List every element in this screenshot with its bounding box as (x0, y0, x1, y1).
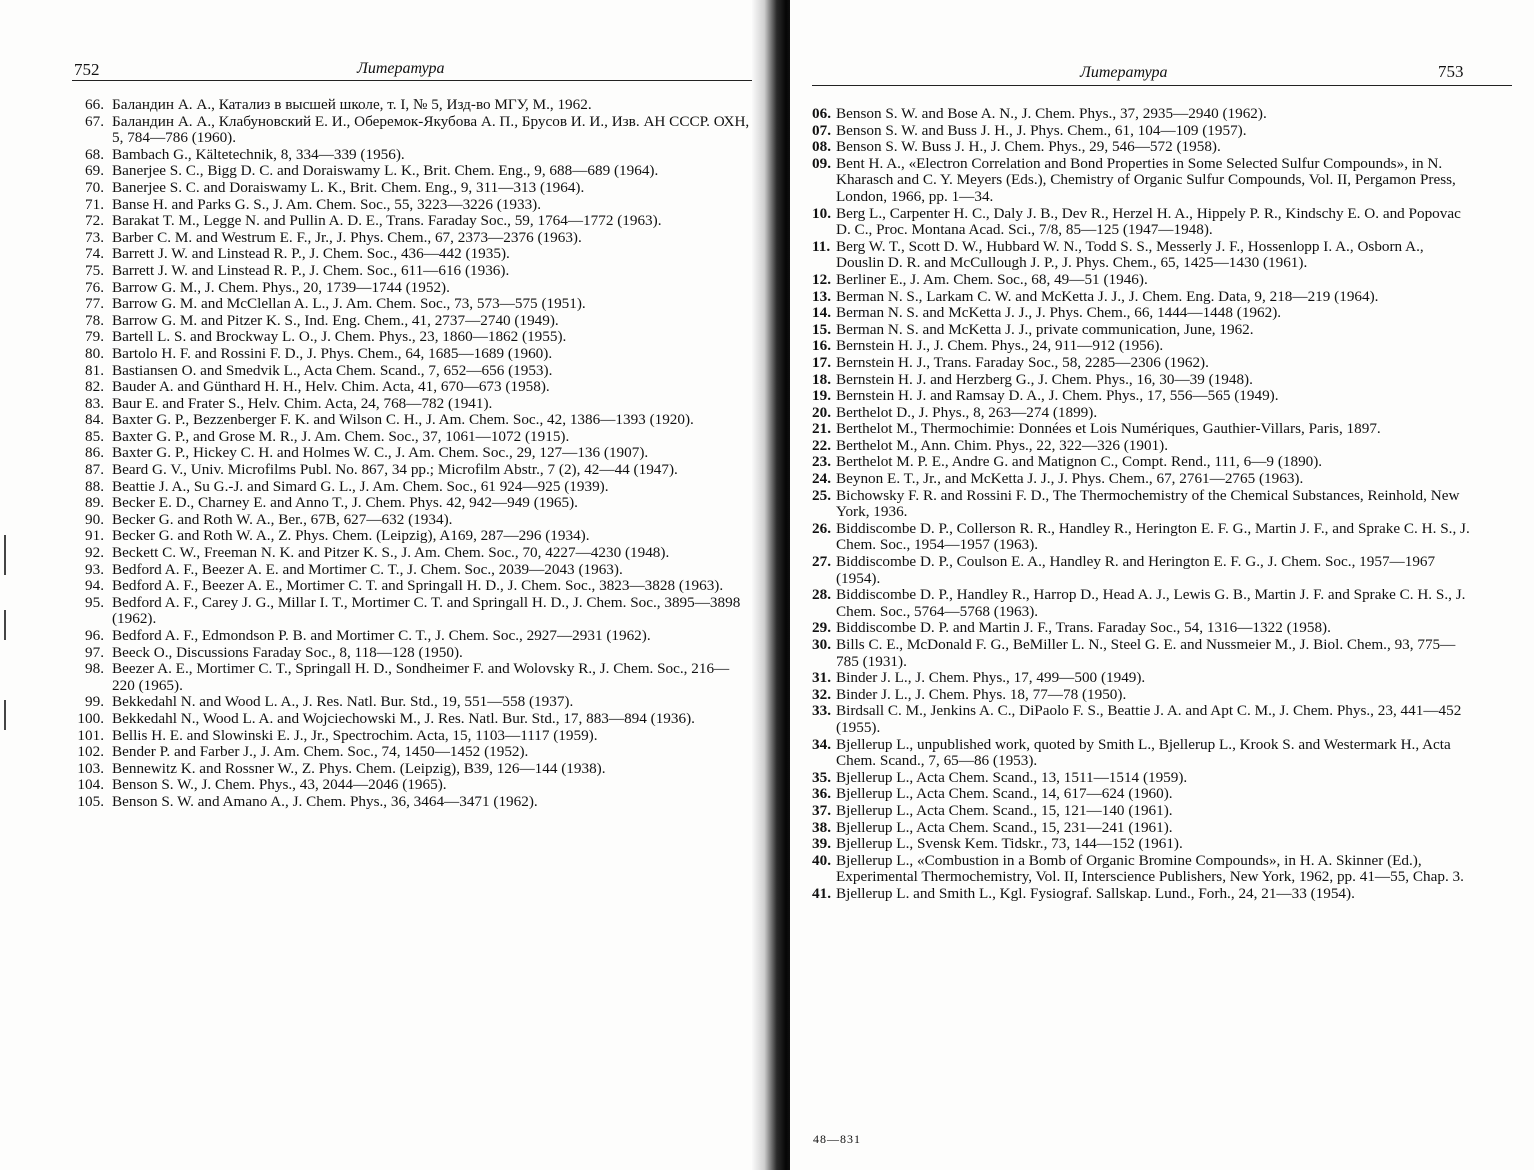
reference-text: Баландин А. А., Катализ в высшей школе, т. I, № 5, Изд-во МГУ, М., 1962. (112, 96, 592, 113)
reference-number: 16. (812, 337, 831, 355)
reference-text: Banerjee S. C., Bigg D. C. and Doraiswamy L. K., Brit. Chem. Eng., 9, 688—689 (1964). (112, 162, 659, 180)
reference-item (812, 355, 1472, 372)
reference-number: 80. (85, 344, 104, 362)
reference-item (72, 445, 752, 462)
reference-item (72, 379, 752, 396)
reference-number: 36. (812, 785, 831, 803)
reference-number: 78. (85, 311, 104, 329)
reference-number: 88. (85, 477, 104, 495)
reference-text: Barber C. M. and Westrum E. F., Jr., J. Phys. Chem., 67, 2373—2376 (1963). (112, 228, 582, 246)
reference-text: Bauder A. and Günthard H. H., Helv. Chim. Acta, 41, 670—673 (1958). (112, 378, 550, 396)
reference-number: 77. (85, 295, 104, 313)
reference-text: Banerjee S. C. and Doraiswamy L. K., Brit. Chem. Eng., 9, 311—313 (1964). (112, 178, 585, 196)
reference-text: Баландин А. А., Клабуновский Е. И., Оберемок-Якубова А. П., Брусов И. И., Изв. АН СССР. ОХН, 5, 784—786 (1960). (112, 112, 750, 147)
reference-number: 32. (812, 685, 831, 703)
reference-number: 69. (85, 162, 104, 180)
reference-number: 08. (812, 138, 831, 156)
reference-text: Bekkedahl N., Wood L. A. and Wojciechowski M., J. Res. Natl. Bur. Std., 17, 883—894 (1936). (112, 709, 695, 727)
reference-number: 105. (77, 792, 104, 810)
reference-item (812, 637, 1472, 670)
reference-number: 101. (77, 726, 104, 744)
reference-text: Benson S. W. and Bose A. N., J. Chem. Phys., 37, 2935—2940 (1962). (836, 105, 1267, 122)
reference-number: 83. (85, 394, 104, 412)
reference-item (72, 761, 752, 778)
reference-item (72, 744, 752, 761)
reference-item (812, 305, 1472, 322)
reference-text: Bambach G., Kältetechnik, 8, 334—339 (1956). (112, 145, 405, 163)
reference-item (812, 820, 1472, 837)
reference-text: Biddiscombe D. P., Handley R., Harrop D., Head A. J., Lewis G. B., Martin J. F. and Sprake C. H. S., J. Chem. Soc., 5764—5768 (1963). (836, 586, 1466, 620)
reference-text: Benson S. W., J. Chem. Phys., 43, 2044—2046 (1965). (112, 776, 447, 794)
reference-number: 98. (85, 660, 104, 678)
reference-item (812, 471, 1472, 488)
reference-text: Berman N. S. and McKetta J. J., private communication, June, 1962. (836, 320, 1254, 338)
reference-item (72, 280, 752, 297)
reference-number: 07. (812, 121, 831, 139)
reference-item (812, 405, 1472, 422)
reference-number: 67. (85, 112, 104, 130)
reference-text: Bichowsky F. R. and Rossini F. D., The Thermochemistry of the Chemical Substances, Reinhold, New York, 1936. (836, 486, 1460, 521)
reference-item (72, 462, 752, 479)
running-header: Литература (1080, 64, 1168, 81)
reference-item (812, 206, 1472, 239)
reference-text: Bender P. and Farber J., J. Am. Chem. Soc., 74, 1450—1452 (1952). (112, 743, 529, 761)
reference-number: 23. (812, 453, 831, 471)
reference-text: Baxter G. P., and Grose M. R., J. Am. Chem. Soc., 37, 1061—1072 (1915). (112, 427, 570, 445)
reference-item (72, 180, 752, 197)
reference-number: 10. (812, 204, 831, 222)
reference-item (72, 163, 752, 180)
reference-number: 22. (812, 436, 831, 454)
reference-text: Bjellerup L., Svensk Kem. Tidskr., 73, 144—152 (1961). (836, 835, 1183, 853)
reference-item (812, 670, 1472, 687)
reference-item (812, 737, 1472, 770)
reference-text: Bellis H. E. and Slowinski E. J., Jr., Spectrochim. Acta, 15, 1103—1117 (1959). (112, 726, 598, 744)
reference-number: 34. (812, 735, 831, 753)
reference-number: 96. (85, 627, 104, 644)
reference-item (812, 123, 1472, 140)
reference-text: Berthelot M. P. E., Andre G. and Matignon C., Compt. Rend., 111, 6—9 (1890). (836, 453, 1323, 471)
reference-item (72, 661, 752, 694)
reference-text: Barrett J. W. and Linstead R. P., J. Chem. Soc., 611—616 (1936). (112, 261, 510, 279)
reference-number: 79. (85, 328, 104, 346)
reference-number: 71. (85, 195, 104, 213)
reference-item (72, 578, 752, 595)
reference-item (72, 728, 752, 745)
header-rule (72, 80, 752, 81)
reference-text: Baur E. and Frater S., Helv. Chim. Acta, 24, 768—782 (1941). (112, 394, 493, 412)
reference-text: Bernstein H. J. and Herzberg G., J. Chem. Phys., 16, 30—39 (1948). (836, 370, 1253, 388)
reference-text: Berthelot M., Thermochimie: Données et Lois Numériques, Gauthier-Villars, Paris, 1897. (836, 420, 1381, 438)
reference-number: 15. (812, 320, 831, 338)
reference-number: 104. (77, 776, 104, 794)
reference-item (812, 488, 1472, 521)
reference-text: Biddiscombe D. P. and Martin J. F., Trans. Faraday Soc., 54, 1316—1322 (1958). (836, 619, 1331, 637)
reference-item (72, 329, 752, 346)
reference-item (72, 363, 752, 380)
reference-text: Bjellerup L., Acta Chem. Scand., 15, 231—241 (1961). (836, 818, 1173, 836)
printer-signature-mark: 48—831 (813, 1132, 861, 1146)
running-header: Литература (357, 60, 445, 77)
reference-item (72, 694, 752, 711)
reference-number: 95. (85, 593, 104, 611)
reference-number: 26. (812, 519, 831, 537)
reference-number: 40. (812, 851, 831, 869)
reference-text: Becker G. and Roth W. A., Ber., 67B, 627—632 (1934). (112, 510, 453, 528)
reference-number: 21. (812, 420, 831, 438)
reference-item (812, 786, 1472, 803)
reference-number: 24. (812, 470, 831, 488)
reference-text: Baxter G. P., Bezzenberger F. K. and Wilson C. H., J. Am. Chem. Soc., 42, 1386—1393 (1920). (112, 411, 694, 429)
reference-text: Bent H. A., «Electron Correlation and Bond Properties in Some Selected Sulfur Compounds», in N. Kharasch and C. Y. Meyers (Eds.), Chemistry of Organic Sulfur Compounds, Vol. II, Pergamon Press, London, 1966, pp. 1—34. (836, 154, 1456, 205)
reference-item (72, 230, 752, 247)
reference-item (812, 703, 1472, 736)
reference-text: Bekkedahl N. and Wood L. A., J. Res. Natl. Bur. Std., 19, 551—558 (1937). (112, 693, 574, 711)
reference-item (72, 628, 752, 645)
reference-text: Bedford A. F., Carey J. G., Millar I. T., Mortimer C. T. and Springall H. D., J. Chem. Soc., 3895—3898 (1962). (112, 593, 741, 628)
reference-item (72, 545, 752, 562)
reference-number: 91. (85, 527, 104, 545)
reference-text: Bjellerup L., Acta Chem. Scand., 15, 121—140 (1961). (836, 801, 1173, 819)
reference-text: Bjellerup L., Acta Chem. Scand., 14, 617—624 (1960). (836, 785, 1173, 803)
reference-text: Bjellerup L. and Smith L., Kgl. Fysiograf. Sallskap. Lund., Forh., 24, 21—33 (1954). (836, 884, 1355, 902)
reference-number: 29. (812, 619, 831, 637)
reference-number: 30. (812, 636, 831, 653)
reference-item (812, 239, 1472, 272)
reference-item (812, 272, 1472, 289)
reference-text: Bills C. E., McDonald F. G., BeMiller L. N., Steel G. E. and Nussmeier M., J. Biol. Chem., 93, 775—785 (1931). (836, 636, 1456, 670)
reference-text: Bjellerup L., Acta Chem. Scand., 13, 1511—1514 (1959). (836, 768, 1188, 786)
reference-item (72, 213, 752, 230)
reference-number: 33. (812, 702, 831, 720)
reference-item (72, 495, 752, 512)
reference-number: 12. (812, 270, 831, 288)
reference-item (72, 97, 752, 114)
reference-number: 09. (812, 154, 831, 172)
reference-number: 19. (812, 387, 831, 405)
reference-item (72, 711, 752, 728)
reference-number: 103. (77, 759, 104, 777)
reference-number: 25. (812, 486, 831, 504)
reference-number: 100. (77, 709, 104, 727)
reference-item (812, 322, 1472, 339)
reference-text: Bastiansen O. and Smedvik L., Acta Chem. Scand., 7, 652—656 (1953). (112, 361, 553, 379)
reference-number: 37. (812, 801, 831, 819)
reference-item (72, 777, 752, 794)
reference-text: Beynon E. T., Jr., and McKetta J. J., J. Phys. Chem., 67, 2761—2765 (1963). (836, 470, 1304, 488)
reference-item (72, 313, 752, 330)
reference-item (72, 147, 752, 164)
reference-text: Bedford A. F., Beezer A. E., Mortimer C. T. and Springall H. D., J. Chem. Soc., 3823—3828 (1963). (112, 577, 724, 595)
reference-item (812, 338, 1472, 355)
reference-item (72, 114, 752, 147)
reference-text: Bennewitz K. and Rossner W., Z. Phys. Chem. (Leipzig), B39, 126—144 (1938). (112, 759, 606, 777)
reference-item (812, 587, 1472, 620)
reference-number: 75. (85, 261, 104, 279)
reference-text: Bernstein H. J. and Ramsay D. A., J. Chem. Phys., 17, 556—565 (1949). (836, 387, 1279, 405)
reference-number: 84. (85, 411, 104, 429)
reference-text: Barrow G. M. and McClellan A. L., J. Am. Chem. Soc., 73, 573—575 (1951). (112, 295, 586, 313)
reference-item (812, 554, 1472, 587)
reference-text: Birdsall C. M., Jenkins A. C., DiPaolo F. S., Beattie J. A. and Apt C. M., J. Chem. Phys., 23, 441—452 (1955). (836, 702, 1462, 736)
reference-text: Banse H. and Parks G. S., J. Am. Chem. Soc., 55, 3223—3226 (1933). (112, 195, 542, 213)
reference-text: Barrow G. M., J. Chem. Phys., 20, 1739—1744 (1952). (112, 278, 450, 296)
reference-text: Beezer A. E., Mortimer C. T., Springall H. D., Sondheimer F. and Wolovsky R., J. Chem. Soc., 216—220 (1965). (112, 660, 730, 694)
reference-text: Berg L., Carpenter H. C., Daly J. B., Dev R., Herzel H. A., Hippely P. R., Kindschy E. O. and Popovac D. C., Proc. Montana Acad. Sci., 7/8, 85—125 (1947—1948). (836, 204, 1461, 239)
reference-item (72, 562, 752, 579)
reference-text: Berthelot D., J. Phys., 8, 263—274 (1899). (836, 403, 1098, 421)
reference-text: Berman N. S. and McKetta J. J., J. Phys. Chem., 66, 1444—1448 (1962). (836, 304, 1282, 322)
reference-number: 72. (85, 212, 104, 230)
reference-item (812, 289, 1472, 306)
reference-list (72, 97, 752, 811)
reference-item (72, 595, 752, 628)
reference-number: 102. (77, 743, 104, 761)
reference-item (812, 421, 1472, 438)
reference-number: 13. (812, 287, 831, 305)
reference-item (72, 479, 752, 496)
reference-number: 14. (812, 304, 831, 322)
reference-text: Beckett C. W., Freeman N. K. and Pitzer K. S., J. Am. Chem. Soc., 70, 4227—4230 (1948). (112, 544, 670, 562)
reference-number: 81. (85, 361, 104, 379)
reference-text: Barrett J. W. and Linstead R. P., J. Chem. Soc., 436—442 (1935). (112, 245, 510, 263)
reference-item (812, 886, 1472, 903)
reference-number: 66. (85, 96, 104, 113)
margin-mark (4, 535, 6, 575)
reference-item (812, 106, 1472, 123)
reference-text: Bartolo H. F. and Rossini F. D., J. Phys. Chem., 64, 1685—1689 (1960). (112, 344, 553, 362)
reference-text: Berliner E., J. Am. Chem. Soc., 68, 49—51 (1946). (836, 270, 1148, 288)
reference-item (72, 528, 752, 545)
reference-item (812, 372, 1472, 389)
reference-number: 74. (85, 245, 104, 263)
reference-text: Benson S. W. and Amano A., J. Chem. Phys., 36, 3464—3471 (1962). (112, 792, 538, 810)
reference-item (812, 388, 1472, 405)
reference-text: Benson S. W. Buss J. H., J. Chem. Phys., 29, 546—572 (1958). (836, 138, 1221, 156)
margin-mark (4, 610, 6, 640)
reference-number: 27. (812, 553, 831, 571)
reference-number: 73. (85, 228, 104, 246)
reference-text: Barakat T. M., Legge N. and Pullin A. D. E., Trans. Faraday Soc., 59, 1764—1772 (1963). (112, 212, 662, 230)
reference-item (812, 438, 1472, 455)
reference-number: 41. (812, 884, 831, 902)
reference-number: 87. (85, 461, 104, 479)
reference-number: 99. (85, 693, 104, 711)
reference-number: 82. (85, 378, 104, 396)
reference-item (812, 620, 1472, 637)
reference-item (72, 412, 752, 429)
reference-item (72, 512, 752, 529)
reference-text: Bernstein H. J., J. Chem. Phys., 24, 911—912 (1956). (836, 337, 1164, 355)
reference-item (812, 454, 1472, 471)
reference-text: Bernstein H. J., Trans. Faraday Soc., 58, 2285—2306 (1962). (836, 353, 1209, 371)
reference-number: 90. (85, 510, 104, 528)
page-number: 753 (1438, 62, 1464, 81)
reference-text: Biddiscombe D. P., Coulson E. A., Handley R. and Herington E. F. G., J. Chem. Soc., 1957—1967 (1954). (836, 553, 1436, 587)
reference-item (812, 770, 1472, 787)
reference-text: Benson S. W. and Buss J. H., J. Phys. Chem., 61, 104—109 (1957). (836, 121, 1247, 139)
reference-number: 85. (85, 427, 104, 445)
reference-number: 28. (812, 586, 831, 604)
margin-mark (4, 700, 6, 730)
reference-number: 35. (812, 768, 831, 786)
reference-item (72, 429, 752, 446)
reference-text: Berg W. T., Scott D. W., Hubbard W. N., Todd S. S., Messerly J. F., Hossenlopp I. A., Osborn A., Douslin D. R. and McCullough J. P., J. Phys. Chem., 65, 1425—1430 (1961). (836, 237, 1424, 272)
reference-item (812, 803, 1472, 820)
reference-number: 11. (812, 237, 831, 255)
reference-text: Binder J. L., J. Chem. Phys., 17, 499—500 (1949). (836, 669, 1146, 687)
reference-text: Bedford A. F., Edmondson P. B. and Mortimer C. T., J. Chem. Soc., 2927—2931 (1962). (112, 627, 651, 644)
reference-text: Binder J. L., J. Chem. Phys. 18, 77—78 (1950). (836, 685, 1127, 703)
reference-number: 89. (85, 494, 104, 512)
reference-item (812, 156, 1472, 206)
reference-number: 39. (812, 835, 831, 853)
reference-text: Bjellerup L., «Combustion in a Bomb of Organic Bromine Compounds», in H. A. Skinner (Ed.), Experimental Thermochemistry, Vol. II, Interscience Publishers, New York, 1962, pp. 41—55, Chap. 3. (836, 851, 1464, 886)
reference-item (72, 197, 752, 214)
reference-text: Berman N. S., Larkam C. W. and McKetta J. J., J. Chem. Eng. Data, 9, 218—219 (1964). (836, 287, 1379, 305)
reference-item (72, 794, 752, 811)
reference-number: 76. (85, 278, 104, 296)
reference-number: 68. (85, 145, 104, 163)
reference-item (812, 687, 1472, 704)
reference-text: Berthelot M., Ann. Chim. Phys., 22, 322—326 (1901). (836, 436, 1169, 454)
reference-number: 18. (812, 370, 831, 388)
reference-text: Barrow G. M. and Pitzer K. S., Ind. Eng. Chem., 41, 2737—2740 (1949). (112, 311, 559, 329)
reference-number: 97. (85, 643, 104, 661)
reference-number: 70. (85, 178, 104, 196)
reference-text: Becker E. D., Charney E. and Anno T., J. Chem. Phys. 42, 942—949 (1965). (112, 494, 578, 512)
reference-item (72, 263, 752, 280)
reference-item (812, 836, 1472, 853)
reference-item (812, 853, 1472, 886)
reference-item (72, 296, 752, 313)
reference-number: 86. (85, 444, 104, 462)
reference-item (72, 396, 752, 413)
reference-text: Beeck O., Discussions Faraday Soc., 8, 118—128 (1950). (112, 643, 463, 661)
reference-text: Becker G. and Roth W. A., Z. Phys. Chem. (Leipzig), A169, 287—296 (1934). (112, 527, 590, 545)
reference-item (72, 246, 752, 263)
reference-number: 93. (85, 560, 104, 578)
reference-text: Bedford A. F., Beezer A. E. and Mortimer C. T., J. Chem. Soc., 2039—2043 (1963). (112, 560, 623, 578)
reference-number: 20. (812, 403, 831, 421)
reference-item (812, 521, 1472, 554)
page-number: 752 (74, 60, 100, 79)
reference-number: 31. (812, 669, 831, 687)
reference-list-right (812, 106, 1472, 903)
reference-text: Beard G. V., Univ. Microfilms Publ. No. 867, 34 pp.; Microfilm Abstr., 7 (2), 42—44 (1947). (112, 461, 678, 479)
header-rule (812, 85, 1512, 86)
reference-number: 92. (85, 544, 104, 562)
reference-text: Biddiscombe D. P., Collerson R. R., Handley R., Herington E. F. G., Martin J. F., and Sprake C. H. S., J. Chem. Soc., 1954—1957 (1963). (836, 519, 1470, 554)
reference-item (72, 346, 752, 363)
reference-item (72, 645, 752, 662)
reference-text: Bartell L. S. and Brockway L. O., J. Chem. Phys., 23, 1860—1862 (1955). (112, 328, 567, 346)
reference-number: 38. (812, 818, 831, 836)
left-page (0, 0, 755, 1170)
reference-text: Beattie J. A., Su G.-J. and Simard G. L., J. Am. Chem. Soc., 61 924—925 (1939). (112, 477, 609, 495)
reference-number: 17. (812, 353, 831, 371)
reference-number: 06. (812, 105, 831, 122)
reference-item (812, 139, 1472, 156)
reference-text: Baxter G. P., Hickey C. H. and Holmes W. C., J. Am. Chem. Soc., 29, 127—136 (1907). (112, 444, 649, 462)
reference-number: 94. (85, 577, 104, 595)
reference-text: Bjellerup L., unpublished work, quoted by Smith L., Bjellerup L., Krook S. and Westermark H., Acta Chem. Scand., 7, 65—86 (1953). (836, 735, 1451, 770)
